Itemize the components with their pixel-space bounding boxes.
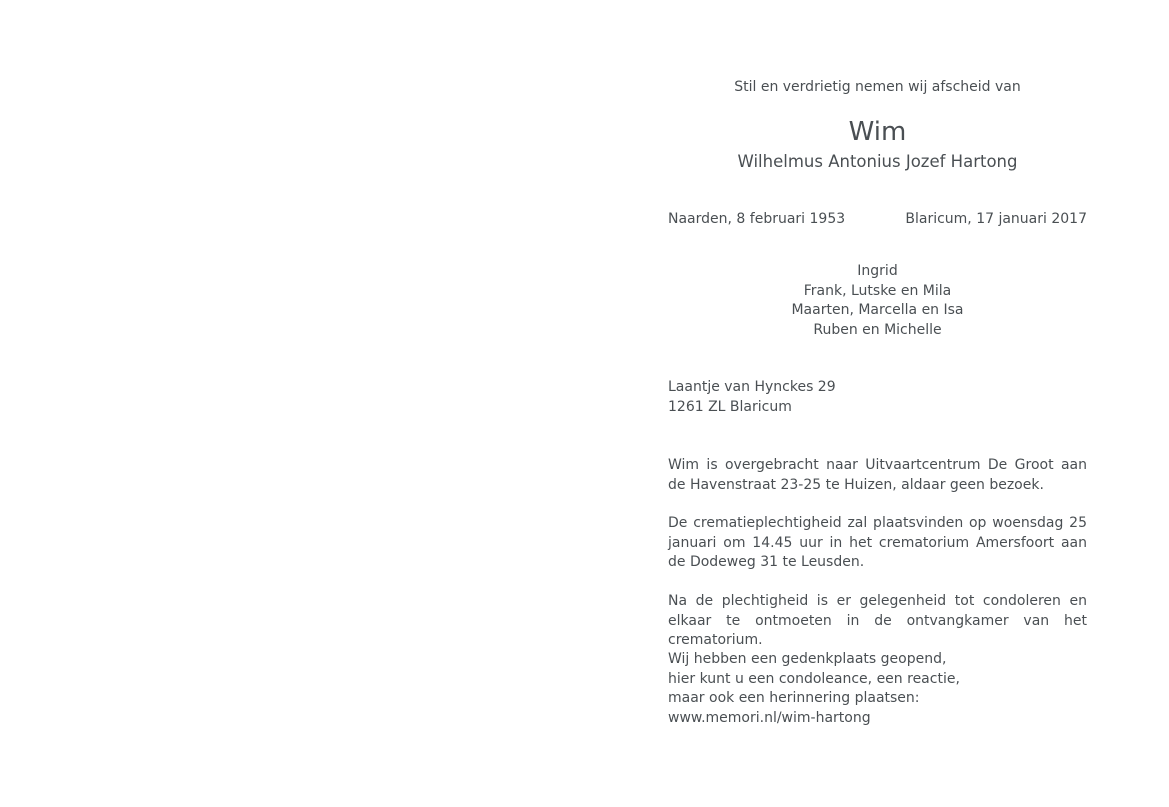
- first-name: Wim: [848, 117, 907, 147]
- birth-date: Naarden, 8 februari 1953: [668, 211, 846, 227]
- address-city: 1261 ZL Blaricum: [668, 398, 792, 415]
- family-list: [668, 262, 1087, 340]
- memorial-line: Wij hebben een gedenkplaats geopend,: [668, 651, 947, 667]
- family-member: Ruben en Michelle: [813, 321, 942, 338]
- family-member: Maarten, Marcella en Isa: [791, 302, 964, 318]
- death-date: Blaricum, 17 januari 2017: [905, 211, 1087, 227]
- dates-row: [668, 210, 1087, 230]
- family-member: Frank, Lutske en Mila: [803, 282, 952, 299]
- memorial-line: hier kunt u een condoleance, een reactie,: [668, 670, 960, 687]
- memorial-line: maar ook een herinnering plaatsen:: [668, 690, 920, 706]
- memorial-paragraph: [668, 650, 1087, 728]
- ceremony-paragraph: De crematieplechtigheid zal plaatsvinden op woensdag 25 januari om 14.45 uur in het crematorium Amersfoort aan de Dodeweg 31 te Leusden.: [668, 515, 1087, 570]
- condolence-paragraph: Na de plechtigheid is er gelegenheid tot condoleren en elkaar te ontmoeten in de ontvangkamer van het crematorium.: [668, 593, 1087, 648]
- full-name: Wilhelmus Antonius Jozef Hartong: [737, 152, 1018, 171]
- address-block: [668, 378, 1087, 417]
- family-member: Ingrid: [857, 263, 898, 279]
- memorial-url: www.memori.nl/wim-hartong: [668, 709, 871, 726]
- address-street: Laantje van Hynckes 29: [668, 379, 836, 395]
- transfer-paragraph: Wim is overgebracht naar Uitvaartcentrum De Groot aan de Havenstraat 23-25 te Huizen, aldaar geen bezoek.: [668, 457, 1087, 493]
- mourning-card-right-page: [668, 0, 1087, 807]
- intro-text: Stil en verdrietig nemen wij afscheid van: [734, 79, 1021, 95]
